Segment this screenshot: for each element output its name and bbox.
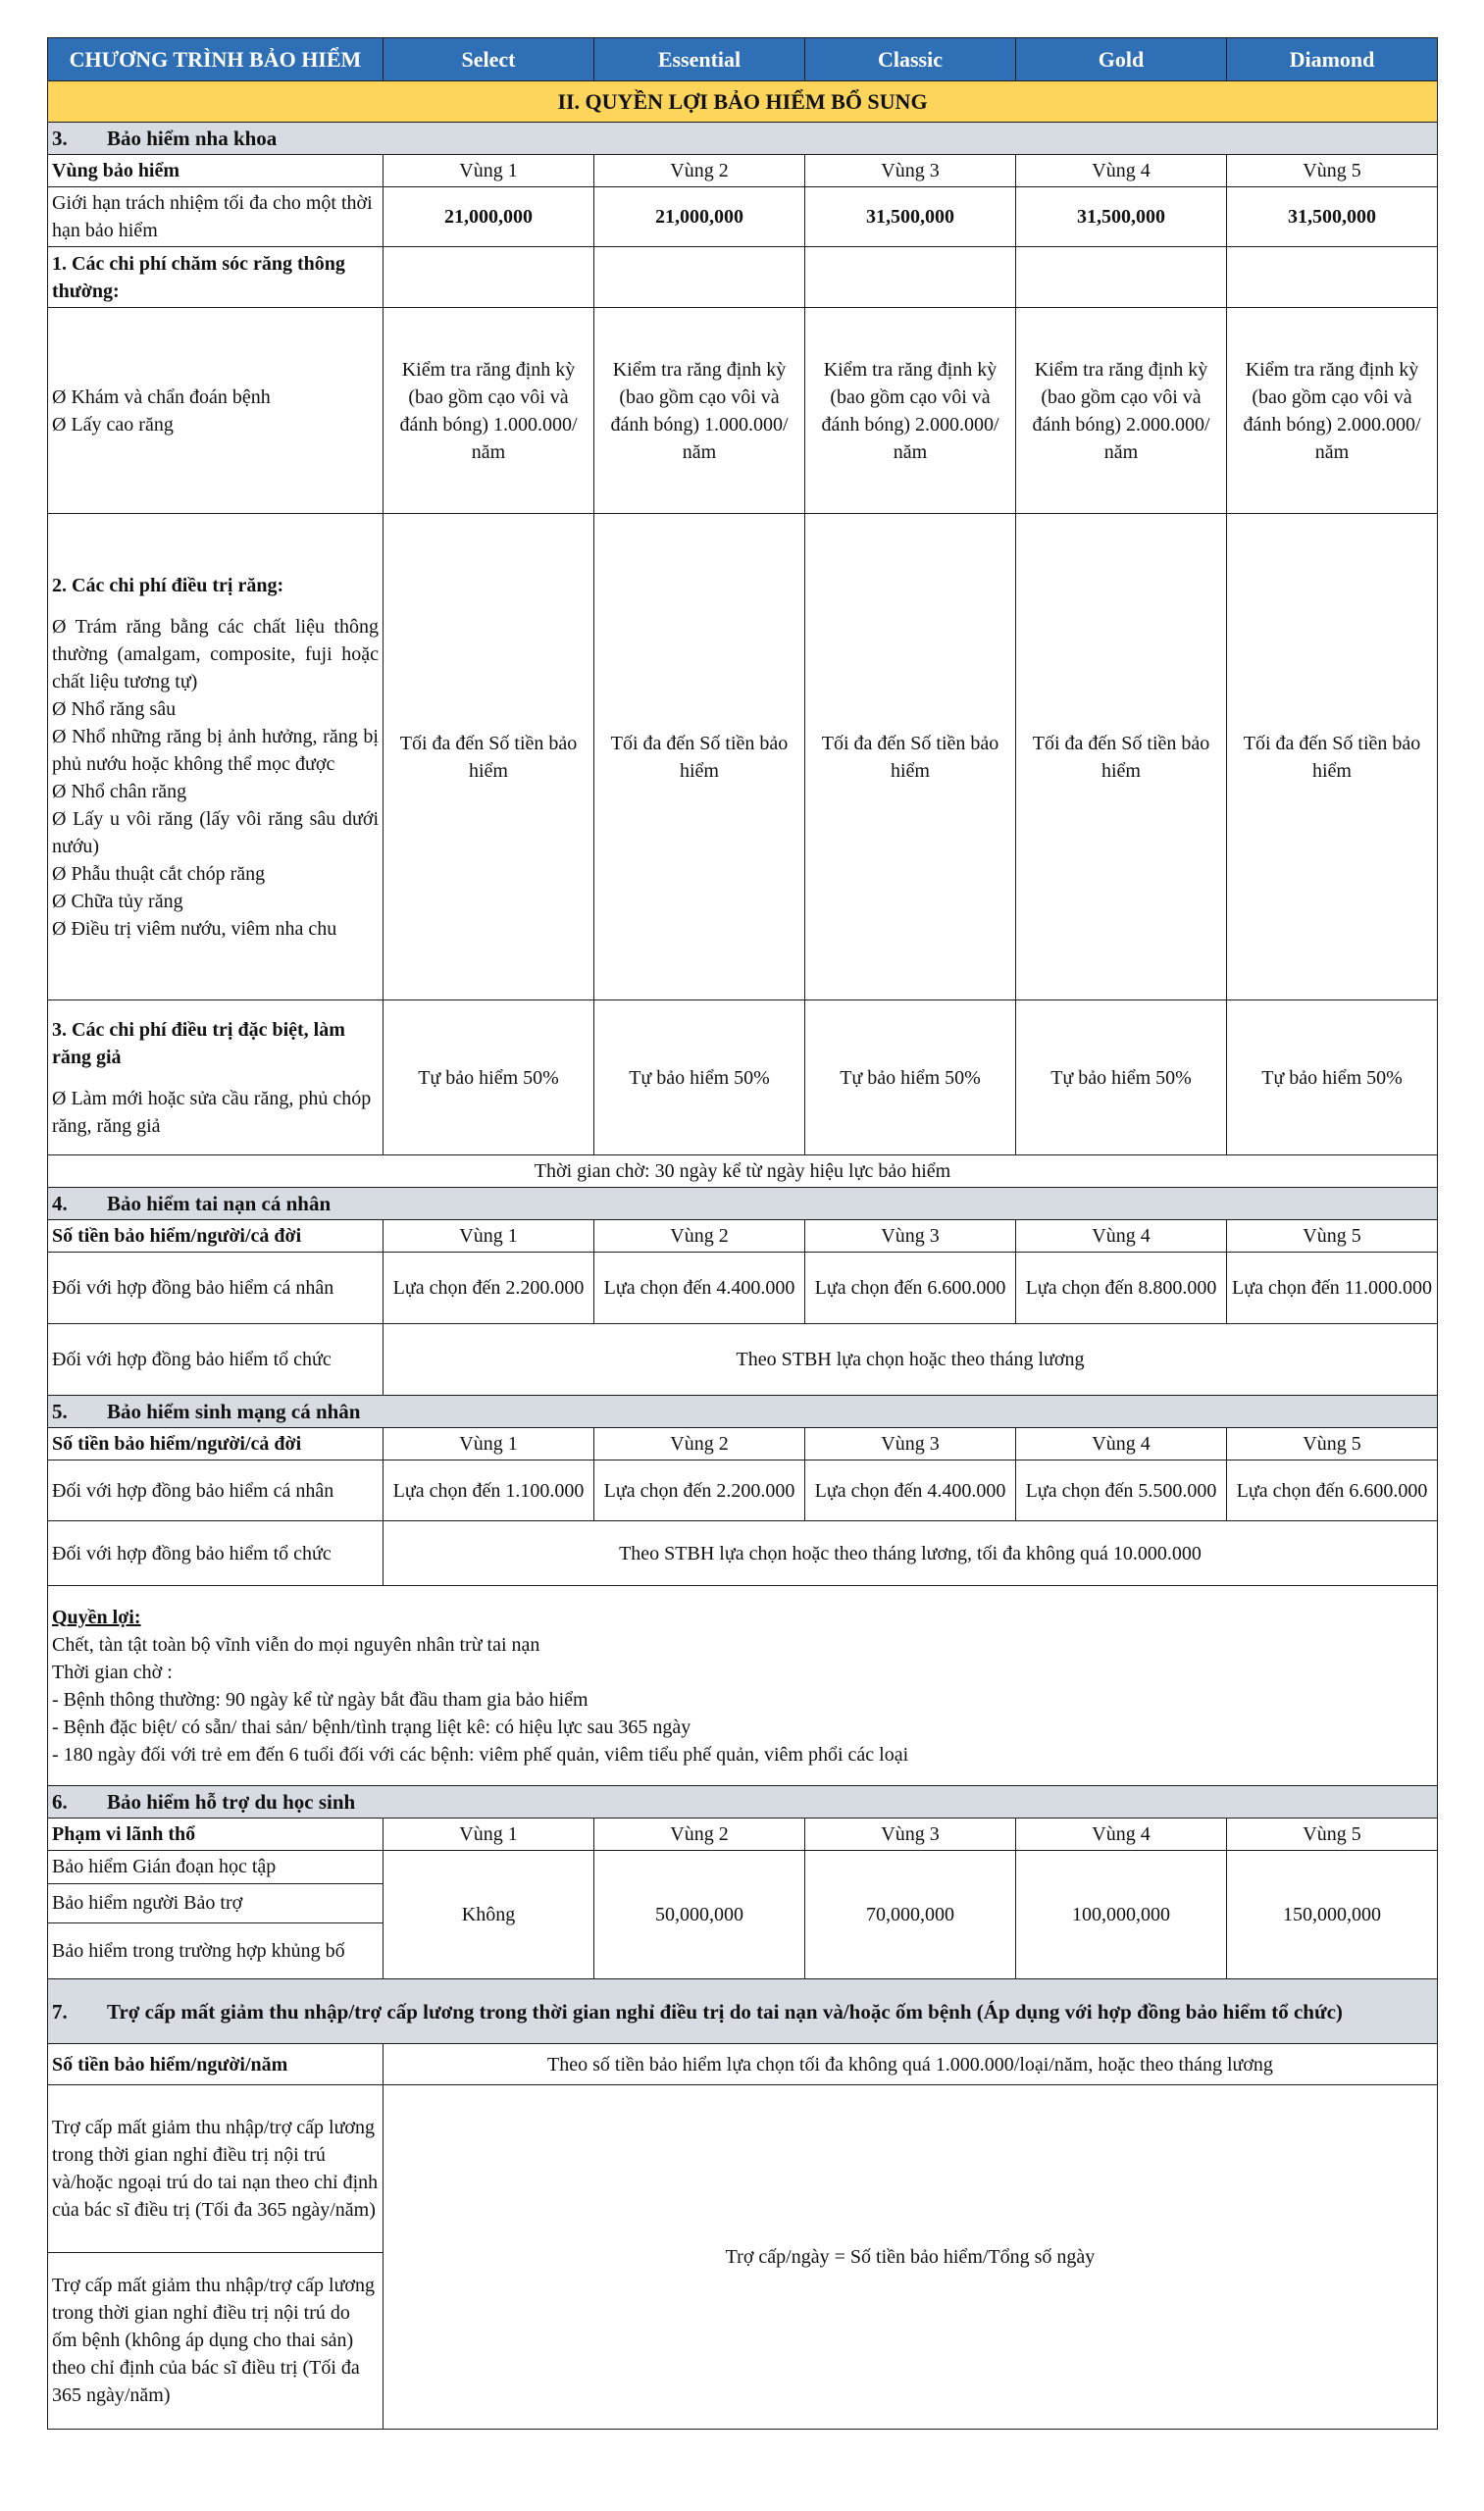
routine-value-1: Kiểm tra răng định kỳ (bao gồm cạo vôi và đánh bóng) 1.000.000/ năm — [384, 308, 594, 514]
treatment-value-3: Tối đa đến Số tiền bảo hiểm — [805, 514, 1016, 1000]
life-individual-label: Đối với hợp đồng bảo hiểm cá nhân — [48, 1460, 384, 1521]
dental-title-text: Bảo hiểm nha khoa — [107, 127, 278, 150]
accident-zone-1: Vùng 1 — [384, 1220, 594, 1253]
allowance-item-2: Trợ cấp mất giảm thu nhập/trợ cấp lương trong thời gian nghỉ điều trị nội trú do ốm bệnh (không áp dụng cho thai sản) theo chỉ định của bác sĩ điều trị (Tối đa 365 ngày/năm) — [52, 2275, 375, 2407]
dental-zone-3: Vùng 3 — [805, 155, 1016, 187]
treatment-value-5: Tối đa đến Số tiền bảo hiểm — [1227, 514, 1438, 1000]
accident-zone-4: Vùng 4 — [1016, 1220, 1227, 1253]
life-zone-3: Vùng 3 — [805, 1428, 1016, 1460]
dental-zone-5: Vùng 5 — [1227, 155, 1438, 187]
life-zone-2: Vùng 2 — [594, 1428, 805, 1460]
student-items — [48, 1851, 384, 1979]
dental-limit-2: 21,000,000 — [594, 187, 805, 247]
treatment-value-2: Tối đa đến Số tiền bảo hiểm — [594, 514, 805, 1000]
accident-org-label: Đối với hợp đồng bảo hiểm tổ chức — [48, 1324, 384, 1396]
special-value-1: Tự bảo hiểm 50% — [384, 1000, 594, 1155]
special-item: Ø Làm mới hoặc sửa cầu răng, phủ chóp răng, răng giả — [52, 1087, 372, 1137]
accident-title-text: Bảo hiểm tai nạn cá nhân — [107, 1192, 332, 1215]
routine-value-4: Kiểm tra răng định kỳ (bao gồm cạo vôi và đánh bóng) 2.000.000/ năm — [1016, 308, 1227, 514]
accident-org-row — [48, 1324, 1438, 1396]
life-benefits-row — [48, 1586, 1438, 1786]
student-zone-1: Vùng 1 — [384, 1819, 594, 1851]
life-zone-row — [48, 1428, 1438, 1460]
treatment-item-2: Ø Nhổ răng sâu — [52, 697, 177, 720]
allowance-items-stack — [48, 2085, 383, 2429]
dental-zone-label: Vùng bảo hiểm — [48, 155, 384, 187]
dental-zone-1: Vùng 1 — [384, 155, 594, 187]
routine-value-2: Kiểm tra răng định kỳ (bao gồm cạo vôi và đánh bóng) 1.000.000/ năm — [594, 308, 805, 514]
student-item-3: Bảo hiểm trong trường hợp khủng bố — [52, 1939, 345, 1962]
allowance-num: 7. — [52, 1999, 68, 2024]
life-sum-label: Số tiền bảo hiểm/người/cả đời — [48, 1428, 384, 1460]
student-value-4: 100,000,000 — [1016, 1851, 1227, 1979]
plan-diamond-header: Diamond — [1227, 38, 1438, 81]
allowance-items — [48, 2085, 384, 2430]
accident-zone-row — [48, 1220, 1438, 1253]
plan-essential-header: Essential — [594, 38, 805, 81]
routine-value-5: Kiểm tra răng định kỳ (bao gồm cạo vôi và đánh bóng) 2.000.000/ năm — [1227, 308, 1438, 514]
accident-zone-2: Vùng 2 — [594, 1220, 805, 1253]
life-individual-row — [48, 1460, 1438, 1521]
plan-classic-header: Classic — [805, 38, 1016, 81]
dental-special-items — [48, 1000, 384, 1155]
student-zone-5: Vùng 5 — [1227, 1819, 1438, 1851]
life-org-value: Theo STBH lựa chọn hoặc theo tháng lương, tối đa không quá 10.000.000 — [384, 1521, 1438, 1586]
dental-limit-4: 31,500,000 — [1016, 187, 1227, 247]
accident-section-header — [48, 1188, 1438, 1220]
dental-waiting-row — [48, 1155, 1438, 1188]
treatment-item-6: Ø Phẫu thuật cắt chóp răng — [52, 862, 266, 885]
accident-individual-3: Lựa chọn đến 6.600.000 — [805, 1253, 1016, 1324]
treatment-item-7: Ø Chữa tủy răng — [52, 890, 183, 912]
treatment-value-1: Tối đa đến Số tiền bảo hiểm — [384, 514, 594, 1000]
student-value-1: Không — [384, 1851, 594, 1979]
treatment-item-3: Ø Nhổ những răng bị ảnh hưởng, răng bị phủ nướu hoặc không thể mọc được — [52, 725, 379, 775]
dental-zone-4: Vùng 4 — [1016, 155, 1227, 187]
program-header: CHƯƠNG TRÌNH BẢO HIỂM — [48, 38, 384, 81]
plan-select-header: Select — [384, 38, 594, 81]
routine-item-1: Ø Khám và chẩn đoán bệnh — [52, 385, 271, 408]
accident-zone-5: Vùng 5 — [1227, 1220, 1438, 1253]
header-row — [48, 38, 1438, 81]
treatment-title: 2. Các chi phí điều trị răng: — [52, 574, 284, 596]
benefits-title: Quyền lợi: — [52, 1606, 141, 1628]
treatment-item-4: Ø Nhổ chân răng — [52, 780, 187, 802]
allowance-item-1: Trợ cấp mất giảm thu nhập/trợ cấp lương trong thời gian nghỉ điều trị nội trú và/hoặc ngoại trú do tai nạn theo chỉ định của bác sĩ điều trị (Tối đa 365 ngày/năm) — [48, 2085, 383, 2252]
life-org-row — [48, 1521, 1438, 1586]
dental-limit-row — [48, 187, 1438, 247]
student-zone-row — [48, 1819, 1438, 1851]
allowance-title — [48, 1979, 1438, 2044]
special-value-3: Tự bảo hiểm 50% — [805, 1000, 1016, 1155]
student-value-5: 150,000,000 — [1227, 1851, 1438, 1979]
dental-routine-title: 1. Các chi phí chăm sóc răng thông thường: — [48, 247, 384, 308]
dental-treatment-row — [48, 514, 1438, 1000]
band-row — [48, 81, 1438, 123]
accident-title — [48, 1188, 1438, 1220]
spacer — [52, 599, 379, 613]
benefits-line-3: - Bệnh thông thường: 90 ngày kể từ ngày bắt đầu tham gia bảo hiểm — [52, 1688, 588, 1711]
student-zone-4: Vùng 4 — [1016, 1819, 1227, 1851]
accident-num: 4. — [52, 1192, 68, 1215]
benefits-line-1: Chết, tàn tật toàn bộ vĩnh viễn do mọi nguyên nhân trừ tai nạn — [52, 1633, 540, 1656]
empty-cell — [594, 247, 805, 308]
accident-individual-2: Lựa chọn đến 4.400.000 — [594, 1253, 805, 1324]
life-individual-2: Lựa chọn đến 2.200.000 — [594, 1460, 805, 1521]
life-zone-4: Vùng 4 — [1016, 1428, 1227, 1460]
student-value-2: 50,000,000 — [594, 1851, 805, 1979]
life-benefits — [48, 1586, 1438, 1786]
life-individual-1: Lựa chọn đến 1.100.000 — [384, 1460, 594, 1521]
dental-zone-2: Vùng 2 — [594, 155, 805, 187]
dental-waiting: Thời gian chờ: 30 ngày kể từ ngày hiệu lực bảo hiểm — [48, 1155, 1438, 1188]
allowance-title-text: Trợ cấp mất giảm thu nhập/trợ cấp lương trong thời gian nghỉ điều trị do tai nạn và/hoặc ốm bệnh (Áp dụng với hợp đồng bảo hiểm tổ chức) — [107, 1999, 1343, 2024]
benefits-table — [47, 37, 1438, 2430]
accident-individual-1: Lựa chọn đến 2.200.000 — [384, 1253, 594, 1324]
dental-special-row — [48, 1000, 1438, 1155]
life-title — [48, 1396, 1438, 1428]
student-zone-2: Vùng 2 — [594, 1819, 805, 1851]
life-num: 5. — [52, 1400, 68, 1423]
student-item-2: Bảo hiểm người Bảo trợ — [48, 1883, 383, 1922]
student-scope-label: Phạm vi lãnh thổ — [48, 1819, 384, 1851]
benefits-line-4: - Bệnh đặc biệt/ có sẵn/ thai sản/ bệnh/tình trạng liệt kê: có hiệu lực sau 365 ngày — [52, 1716, 691, 1738]
student-values-row — [48, 1851, 1438, 1979]
allowance-formula: Trợ cấp/ngày = Số tiền bảo hiểm/Tổng số ngày — [384, 2085, 1438, 2430]
student-title — [48, 1786, 1438, 1819]
plan-gold-header: Gold — [1016, 38, 1227, 81]
dental-num: 3. — [52, 127, 68, 150]
dental-limit-5: 31,500,000 — [1227, 187, 1438, 247]
life-section-header — [48, 1396, 1438, 1428]
empty-cell — [805, 247, 1016, 308]
treatment-item-5: Ø Lấy u vôi răng (lấy vôi răng sâu dưới nướu) — [52, 807, 379, 857]
accident-individual-row — [48, 1253, 1438, 1324]
student-items-stack — [48, 1851, 383, 1978]
accident-sum-label: Số tiền bảo hiểm/người/cả đời — [48, 1220, 384, 1253]
benefits-line-5: - 180 ngày đối với trẻ em đến 6 tuổi đối với các bệnh: viêm phế quản, viêm tiểu phế quản, viêm phổi các loại — [52, 1743, 909, 1766]
accident-zone-3: Vùng 3 — [805, 1220, 1016, 1253]
accident-individual-5: Lựa chọn đến 11.000.000 — [1227, 1253, 1438, 1324]
allowance-sum-row — [48, 2044, 1438, 2085]
empty-cell — [384, 247, 594, 308]
student-item-1: Bảo hiểm Gián đoạn học tập — [48, 1851, 383, 1883]
allowance-sum-value: Theo số tiền bảo hiểm lựa chọn tối đa không quá 1.000.000/loại/năm, hoặc theo tháng lương — [384, 2044, 1438, 2085]
section-band-title: II. QUYỀN LỢI BẢO HIỂM BỔ SUNG — [48, 81, 1438, 123]
student-section-header — [48, 1786, 1438, 1819]
dental-treatment-items — [48, 514, 384, 1000]
accident-individual-label: Đối với hợp đồng bảo hiểm cá nhân — [48, 1253, 384, 1324]
life-title-text: Bảo hiểm sinh mạng cá nhân — [107, 1400, 361, 1423]
dental-zone-row — [48, 155, 1438, 187]
student-zone-3: Vùng 3 — [805, 1819, 1016, 1851]
life-individual-5: Lựa chọn đến 6.600.000 — [1227, 1460, 1438, 1521]
routine-value-3: Kiểm tra răng định kỳ (bao gồm cạo vôi và đánh bóng) 2.000.000/ năm — [805, 308, 1016, 514]
dental-routine-title-row — [48, 247, 1438, 308]
student-num: 6. — [52, 1790, 68, 1814]
dental-title — [48, 123, 1438, 155]
special-value-4: Tự bảo hiểm 50% — [1016, 1000, 1227, 1155]
dental-section-header — [48, 123, 1438, 155]
student-title-text: Bảo hiểm hỗ trợ du học sinh — [107, 1790, 356, 1814]
spacer — [52, 1071, 379, 1085]
allowance-items-row — [48, 2085, 1438, 2430]
life-zone-1: Vùng 1 — [384, 1428, 594, 1460]
dental-limit-3: 31,500,000 — [805, 187, 1016, 247]
dental-routine-row — [48, 308, 1438, 514]
empty-cell — [1227, 247, 1438, 308]
life-zone-5: Vùng 5 — [1227, 1428, 1438, 1460]
life-org-label: Đối với hợp đồng bảo hiểm tổ chức — [48, 1521, 384, 1586]
special-value-2: Tự bảo hiểm 50% — [594, 1000, 805, 1155]
special-value-5: Tự bảo hiểm 50% — [1227, 1000, 1438, 1155]
life-individual-3: Lựa chọn đến 4.400.000 — [805, 1460, 1016, 1521]
student-value-3: 70,000,000 — [805, 1851, 1016, 1979]
special-title: 3. Các chi phí điều trị đặc biệt, làm răng giả — [52, 1018, 345, 1068]
dental-limit-label: Giới hạn trách nhiệm tối đa cho một thời hạn bảo hiểm — [48, 187, 384, 247]
routine-item-2: Ø Lấy cao răng — [52, 413, 174, 436]
treatment-value-4: Tối đa đến Số tiền bảo hiểm — [1016, 514, 1227, 1000]
life-individual-4: Lựa chọn đến 5.500.000 — [1016, 1460, 1227, 1521]
empty-cell — [1016, 247, 1227, 308]
dental-routine-items — [48, 308, 384, 514]
allowance-section-header — [48, 1979, 1438, 2044]
benefits-line-2: Thời gian chờ : — [52, 1661, 173, 1683]
accident-org-value: Theo STBH lựa chọn hoặc theo tháng lương — [384, 1324, 1438, 1396]
treatment-item-1: Ø Trám răng bằng các chất liệu thông thường (amalgam, composite, fuji hoặc chất liệu tương tự) — [52, 615, 379, 692]
dental-limit-1: 21,000,000 — [384, 187, 594, 247]
accident-individual-4: Lựa chọn đến 8.800.000 — [1016, 1253, 1227, 1324]
allowance-sum-label: Số tiền bảo hiểm/người/năm — [48, 2044, 384, 2085]
treatment-item-8: Ø Điều trị viêm nướu, viêm nha chu — [52, 917, 337, 940]
